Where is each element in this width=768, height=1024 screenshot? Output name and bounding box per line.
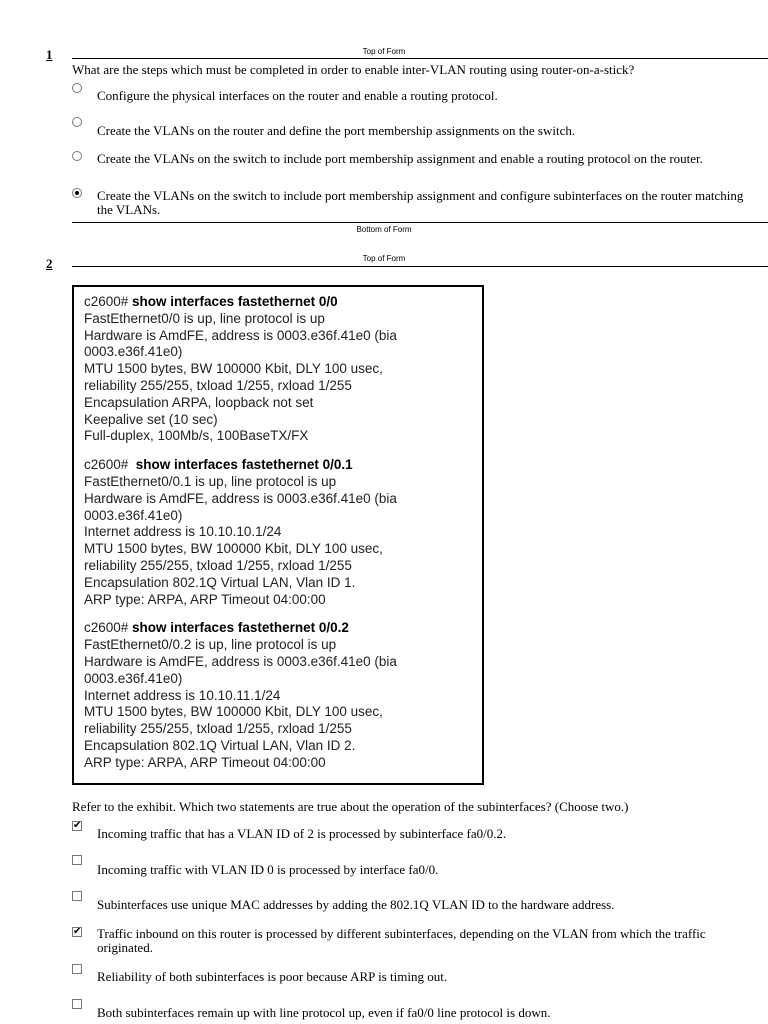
option-label: Create the VLANs on the switch to include port membership assignment and enable a routing protocol on the router. [97,151,703,166]
output-line: 0003.e36f.41e0) [84,670,183,686]
question-number: 1 [46,47,53,62]
question-text: What are the steps which must be completed in order to enable inter-VLAN routing using router-on-a-stick? [72,62,635,77]
output-line: FastEthernet0/0.1 is up, line protocol is up [84,473,337,489]
cli-prompt: c2600# [84,620,133,636]
form-top-label: Top of Form [362,47,406,56]
output-line: FastEthernet0/0.2 is up, line protocol is up [84,637,337,653]
checkbox[interactable] [72,855,82,865]
command-line [84,620,397,637]
output-line: reliability 255/255, txload 1/255, rxload 1/255 [84,557,352,573]
output-line: Full-duplex, 100Mb/s, 100BaseTX/FX [84,428,309,444]
cli-prompt: c2600# [84,457,136,473]
option-label: Create the VLANs on the switch to include port membership assignment and configure subinterfaces on the router matching the VLANs. [97,188,744,217]
command-line [84,457,397,474]
output-line: 0003.e36f.41e0) [84,507,183,523]
output-line: Hardware is AmdFE, address is 0003.e36f.41e0 (bia [84,327,397,343]
output-line: MTU 1500 bytes, BW 100000 Kbit, DLY 100 usec, [84,704,383,720]
checkbox[interactable] [72,891,82,901]
output-line: MTU 1500 bytes, BW 100000 Kbit, DLY 100 usec, [84,361,383,377]
cli-prompt: c2600# [84,294,133,309]
output-line: ARP type: ARPA, ARP Timeout 04:00:00 [84,591,326,607]
output-line: MTU 1500 bytes, BW 100000 Kbit, DLY 100 usec, [84,541,383,557]
option-label: Incoming traffic that has a VLAN ID of 2 is processed by subinterface fa0/0.2. [97,826,507,841]
output-line: reliability 255/255, txload 1/255, rxload 1/255 [84,721,352,737]
form-top-rule [72,58,768,59]
output-line: Encapsulation 802.1Q Virtual LAN, Vlan ID 2. [84,737,356,753]
form-top-label: Top of Form [362,254,406,263]
cli-command: show interfaces fastethernet 0/0.2 [132,620,349,636]
output-line: Internet address is 10.10.10.1/24 [84,524,282,540]
option-label: Traffic inbound on this router is processed by different subinterfaces, depending on the VLAN from which the traffic originated. [97,926,706,955]
question-number: 2 [46,256,53,271]
radio-button[interactable] [72,151,82,161]
output-line: 0003.e36f.41e0) [84,344,183,360]
checkbox[interactable] [72,964,82,974]
radio-button[interactable] [72,83,82,93]
exhibit-box [72,285,484,785]
option-label: Incoming traffic with VLAN ID 0 is processed by interface fa0/0. [97,862,439,877]
cli-command: show interfaces fastethernet 0/0.1 [135,457,353,473]
radio-button[interactable] [72,117,82,127]
output-line: Encapsulation 802.1Q Virtual LAN, Vlan ID 1. [84,574,356,590]
form-bottom-rule [72,222,768,223]
exhibit-output [84,294,397,772]
checkbox[interactable] [72,999,82,1009]
output-line: Keepalive set (10 sec) [84,411,218,427]
output-line: FastEthernet0/0 is up, line protocol is up [84,310,325,326]
option-label: Reliability of both subinterfaces is poor because ARP is timing out. [97,969,448,984]
option-label: Create the VLANs on the router and define the port membership assignments on the switch. [97,123,576,138]
output-line: reliability 255/255, txload 1/255, rxload 1/255 [84,377,352,393]
form-bottom-label: Bottom of Form [356,225,412,234]
output-line: Hardware is AmdFE, address is 0003.e36f.41e0 (bia [84,490,397,506]
output-line: Internet address is 10.10.11.1/24 [84,687,281,703]
checkbox-checked[interactable] [72,927,82,937]
question-text: Refer to the exhibit. Which two statements are true about the operation of the subinterfaces? (Choose two.) [72,799,629,814]
option-label: Both subinterfaces remain up with line protocol up, even if fa0/0 line protocol is down. [97,1005,551,1020]
output-line: Encapsulation ARPA, loopback not set [84,394,314,410]
cli-command: show interfaces fastethernet 0/0 [132,294,338,309]
radio-button-selected[interactable] [72,188,82,198]
command-line [84,294,397,311]
option-label: Configure the physical interfaces on the router and enable a routing protocol. [97,88,498,103]
checkbox-checked[interactable] [72,821,82,831]
output-line: ARP type: ARPA, ARP Timeout 04:00:00 [84,754,326,770]
output-line: Hardware is AmdFE, address is 0003.e36f.41e0 (bia [84,653,397,669]
form-top-rule [72,266,768,267]
option-label: Subinterfaces use unique MAC addresses by adding the 802.1Q VLAN ID to the hardware address. [97,897,615,912]
